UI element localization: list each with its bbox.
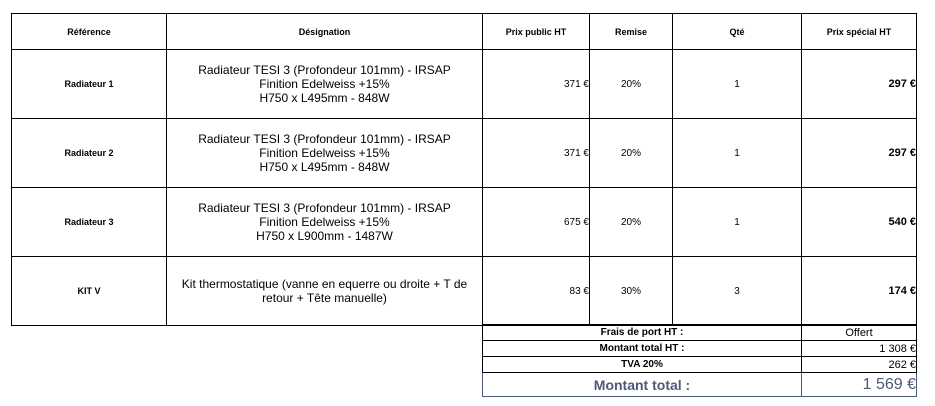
cell-prix-public: 371 € xyxy=(483,119,590,188)
designation-line: Radiateur TESI 3 (Profondeur 101mm) - IRSAP xyxy=(198,132,451,146)
cell-designation xyxy=(167,50,483,119)
designation-line: Finition Edelweiss +15% xyxy=(259,146,390,160)
cell-remise: 20% xyxy=(590,119,673,188)
designation-line: Finition Edelweiss +15% xyxy=(259,77,390,91)
cell-designation xyxy=(167,188,483,257)
cell-reference: Radiateur 2 xyxy=(12,119,167,188)
totals-row-subtotal xyxy=(483,341,917,357)
shipping-value: Offert xyxy=(802,325,917,341)
totals-row-tva xyxy=(483,357,917,373)
designation-line: retour + Tête manuelle) xyxy=(262,291,387,305)
header-remise: Remise xyxy=(590,14,673,50)
header-row xyxy=(12,14,917,50)
cell-prix-special: 297 € xyxy=(802,119,917,188)
grand-total-label: Montant total : xyxy=(483,373,802,397)
cell-prix-public: 675 € xyxy=(483,188,590,257)
designation-line: Kit thermostatique (vanne en equerre ou droite + T de xyxy=(181,277,468,291)
cell-prix-special: 297 € xyxy=(802,50,917,119)
cell-remise: 30% xyxy=(590,257,673,326)
totals-row-shipping xyxy=(483,325,917,341)
table-row xyxy=(12,50,917,119)
cell-qte: 1 xyxy=(673,50,802,119)
cell-reference: Radiateur 1 xyxy=(12,50,167,119)
cell-prix-public: 371 € xyxy=(483,50,590,119)
totals-row-grand-total xyxy=(483,373,917,397)
designation-line: H750 x L495mm - 848W xyxy=(259,91,390,105)
cell-remise: 20% xyxy=(590,50,673,119)
header-prix-special: Prix spécial HT xyxy=(802,14,917,50)
cell-designation xyxy=(167,257,483,326)
totals-table xyxy=(482,324,917,397)
cell-prix-public: 83 € xyxy=(483,257,590,326)
header-reference: Référence xyxy=(12,14,167,50)
table-row xyxy=(12,257,917,326)
designation-line: H750 x L900mm - 1487W xyxy=(256,229,393,243)
designation-line: Radiateur TESI 3 (Profondeur 101mm) - IRSAP xyxy=(198,63,451,77)
cell-prix-special: 540 € xyxy=(802,188,917,257)
shipping-label: Frais de port HT : xyxy=(483,325,802,341)
subtotal-label: Montant total HT : xyxy=(483,341,802,357)
cell-prix-special: 174 € xyxy=(802,257,917,326)
tva-value: 262 € xyxy=(802,357,917,373)
cell-reference: KIT V xyxy=(12,257,167,326)
cell-remise: 20% xyxy=(590,188,673,257)
cell-qte: 3 xyxy=(673,257,802,326)
header-designation: Désignation xyxy=(167,14,483,50)
table-row xyxy=(12,119,917,188)
grand-total-value: 1 569 € xyxy=(802,373,917,397)
cell-reference: Radiateur 3 xyxy=(12,188,167,257)
subtotal-value: 1 308 € xyxy=(802,341,917,357)
cell-qte: 1 xyxy=(673,188,802,257)
header-prix-public: Prix public HT xyxy=(483,14,590,50)
designation-line: H750 x L495mm - 848W xyxy=(259,160,390,174)
cell-designation xyxy=(167,119,483,188)
cell-qte: 1 xyxy=(673,119,802,188)
header-qte: Qté xyxy=(673,14,802,50)
table-row xyxy=(12,188,917,257)
designation-line: Finition Edelweiss +15% xyxy=(259,215,390,229)
tva-label: TVA 20% xyxy=(483,357,802,373)
designation-line: Radiateur TESI 3 (Profondeur 101mm) - IRSAP xyxy=(198,201,451,215)
quote-table xyxy=(11,13,917,326)
